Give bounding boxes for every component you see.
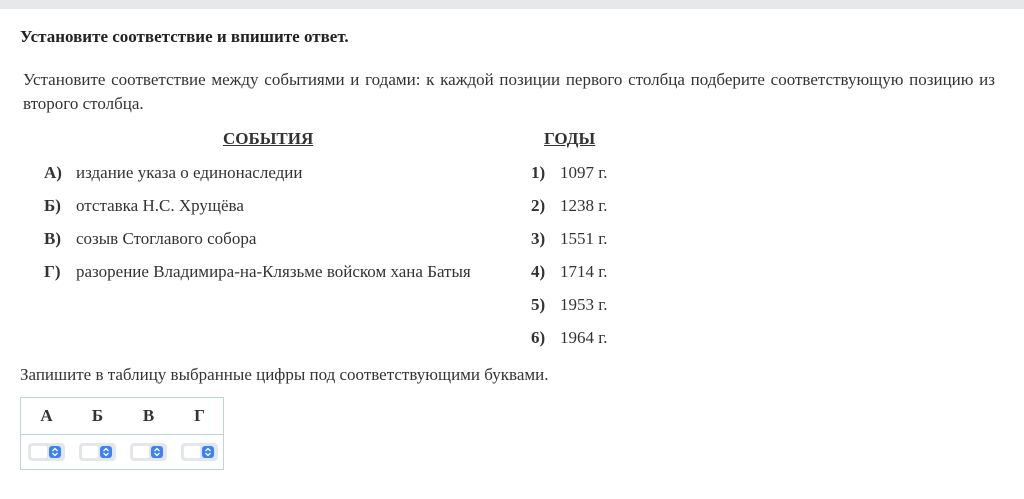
event-text-g: разорение Владимира-на-Клязьме войском хана Батыя	[76, 262, 471, 281]
event-text-a: издание указа о единонаследии	[76, 163, 303, 182]
event-text-b: отставка Н.С. Хрущёва	[76, 196, 244, 215]
chevron-up-down-icon	[202, 446, 214, 458]
year-number-2: 2)	[531, 196, 546, 215]
answer-header-a: А	[40, 406, 53, 425]
year-text-1: 1097 г.	[560, 163, 608, 182]
answer-header-v: В	[142, 406, 155, 425]
answer-prompt: Запишите в таблицу выбранные цифры под соответствующими буквами.	[20, 365, 549, 384]
event-text-v: созыв Стоглавого собора	[76, 229, 257, 248]
year-number-6: 6)	[531, 328, 546, 347]
event-letter-v: В)	[44, 229, 61, 248]
events-column-header: СОБЫТИЯ	[223, 129, 314, 148]
answer-select-a-value	[31, 446, 47, 458]
answer-select-g[interactable]	[181, 443, 218, 461]
chevron-up-down-icon	[100, 446, 112, 458]
answer-select-b[interactable]	[79, 443, 116, 461]
year-text-5: 1953 г.	[560, 295, 608, 314]
year-text-6: 1964 г.	[560, 328, 608, 347]
top-bar	[0, 0, 1024, 9]
year-number-1: 1)	[531, 163, 546, 182]
years-column-header: ГОДЫ	[544, 129, 596, 148]
year-number-5: 5)	[531, 295, 546, 314]
answer-select-v[interactable]	[130, 443, 167, 461]
task-heading: Установите соответствие и впишите ответ.	[20, 27, 349, 46]
year-number-3: 3)	[531, 229, 546, 248]
task-instruction: Установите соответствие между событиями и годами: к каждой позиции первого столбца подберите соответствующую позицию из второго столбца.	[23, 70, 995, 113]
answer-header-b: Б	[91, 406, 104, 425]
answer-select-b-value	[82, 446, 98, 458]
year-text-4: 1714 г.	[560, 262, 608, 281]
year-text-3: 1551 г.	[560, 229, 608, 248]
answer-header-g: Г	[194, 406, 205, 425]
answer-select-a[interactable]	[28, 443, 65, 461]
event-letter-b: Б)	[44, 196, 61, 215]
chevron-up-down-icon	[151, 446, 163, 458]
event-letter-g: Г)	[44, 262, 61, 281]
year-text-2: 1238 г.	[560, 196, 608, 215]
answer-select-v-value	[133, 446, 149, 458]
event-letter-a: А)	[44, 163, 62, 182]
chevron-up-down-icon	[49, 446, 61, 458]
answer-table	[20, 397, 224, 470]
answer-select-g-value	[184, 446, 200, 458]
year-number-4: 4)	[531, 262, 546, 281]
answer-table-header-row	[21, 398, 223, 435]
